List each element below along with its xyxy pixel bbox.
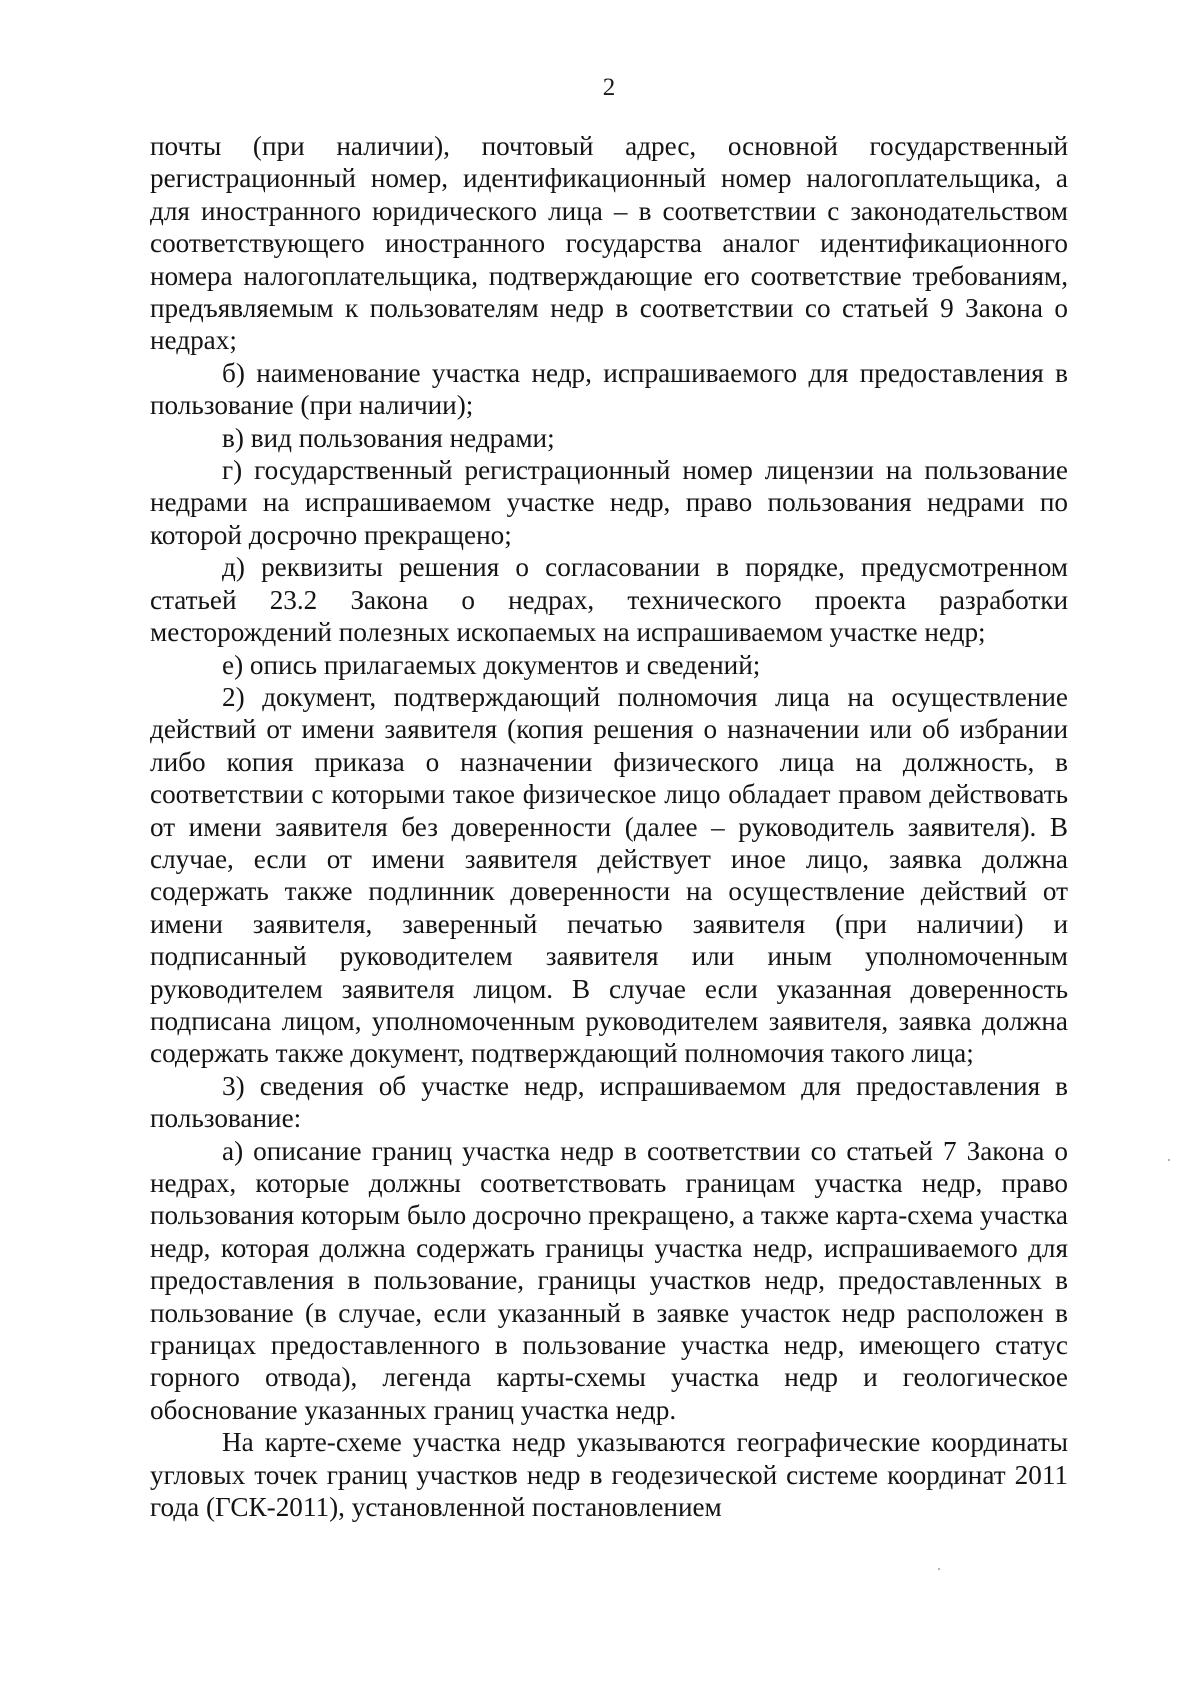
document-body bbox=[150, 130, 1068, 1523]
scan-speck bbox=[938, 1568, 940, 1570]
paragraph-item-g: г) государственный регистрационный номер лицензии на пользование недрами на испрашиваемом участке недр, право пользования недрами по которой досрочно прекращено; bbox=[150, 455, 1068, 550]
paragraph-item-3: 3) сведения об участке недр, испрашиваемом для предоставления в пользование: bbox=[150, 1070, 1068, 1134]
paragraph-item-e: е) опись прилагаемых документов и сведений; bbox=[222, 649, 761, 680]
paragraph-map-coordinates: На карте-схеме участка недр указываются географические координаты угловых точек границ участков недр в геодезической системе координат 2011 года (ГСК-2011), установленной постановлением bbox=[150, 1427, 1068, 1523]
paragraph-continuation: почты (при наличии), почтовый адрес, основной государственный регистрационный номер, идентификационный номер налогоплательщика, а для иностранного юридического лица – в соответствии с законодательством соответствующего иностранного государства аналог идентификационного номера налогоплательщика, подтверждающие его соответствие требованиям, предъявляемым к пользователям недр в соответствии со статьей 9 Закона о недрах; bbox=[150, 131, 1068, 356]
scan-speck bbox=[1168, 1159, 1170, 1161]
page-number: 2 bbox=[602, 74, 616, 101]
paragraph-item-2: 2) документ, подтверждающий полномочия лица на осуществление действий от имени заявителя (копия решения о назначении или об избрании либо копия приказа о назначении физического лица на должность, в соответствии с которыми такое физическое лицо обладает правом действовать от имени заявителя без доверенности (далее – руководитель заявителя). В случае, если от имени заявителя действует иное лицо, заявка должна содержать также подлинник доверенности на осуществление действий от имени заявителя, заверенный печатью заявителя (при наличии) и подписанный руководителем заявителя или иным уполномоченным руководителем заявителя лицом. В случае если указанная доверенность подписана лицом, уполномоченным руководителем заявителя, заявка должна содержать также документ, подтверждающий полномочия такого лица; bbox=[150, 681, 1068, 1069]
paragraph-item-3a: а) описание границ участка недр в соответствии со статьей 7 Закона о недрах, которые должны соответствовать границам участка недр, право пользования которым было досрочно прекращено, а также карта-схема участка недр, которая должна содержать границы участка недр, испрашиваемого для предоставления в пользование, границы участков недр, предоставленных в пользование (в случае, если указанный в заявке участок недр расположен в границах предоставленного в пользование участка недр, имеющего статус горного отвода), легенда карты-схемы участка недр и геологическое обоснование указанных границ участка недр. bbox=[150, 1135, 1068, 1425]
paragraph-item-v: в) вид пользования недрами; bbox=[222, 422, 555, 453]
paragraph-item-b: б) наименование участка недр, испрашиваемого для предоставления в пользование (при наличии); bbox=[150, 357, 1068, 421]
paragraph-item-d: д) реквизиты решения о согласовании в порядке, предусмотренном статьей 23.2 Закона о недрах, технического проекта разработки месторождений полезных ископаемых на испрашиваемом участке недр; bbox=[150, 552, 1068, 648]
